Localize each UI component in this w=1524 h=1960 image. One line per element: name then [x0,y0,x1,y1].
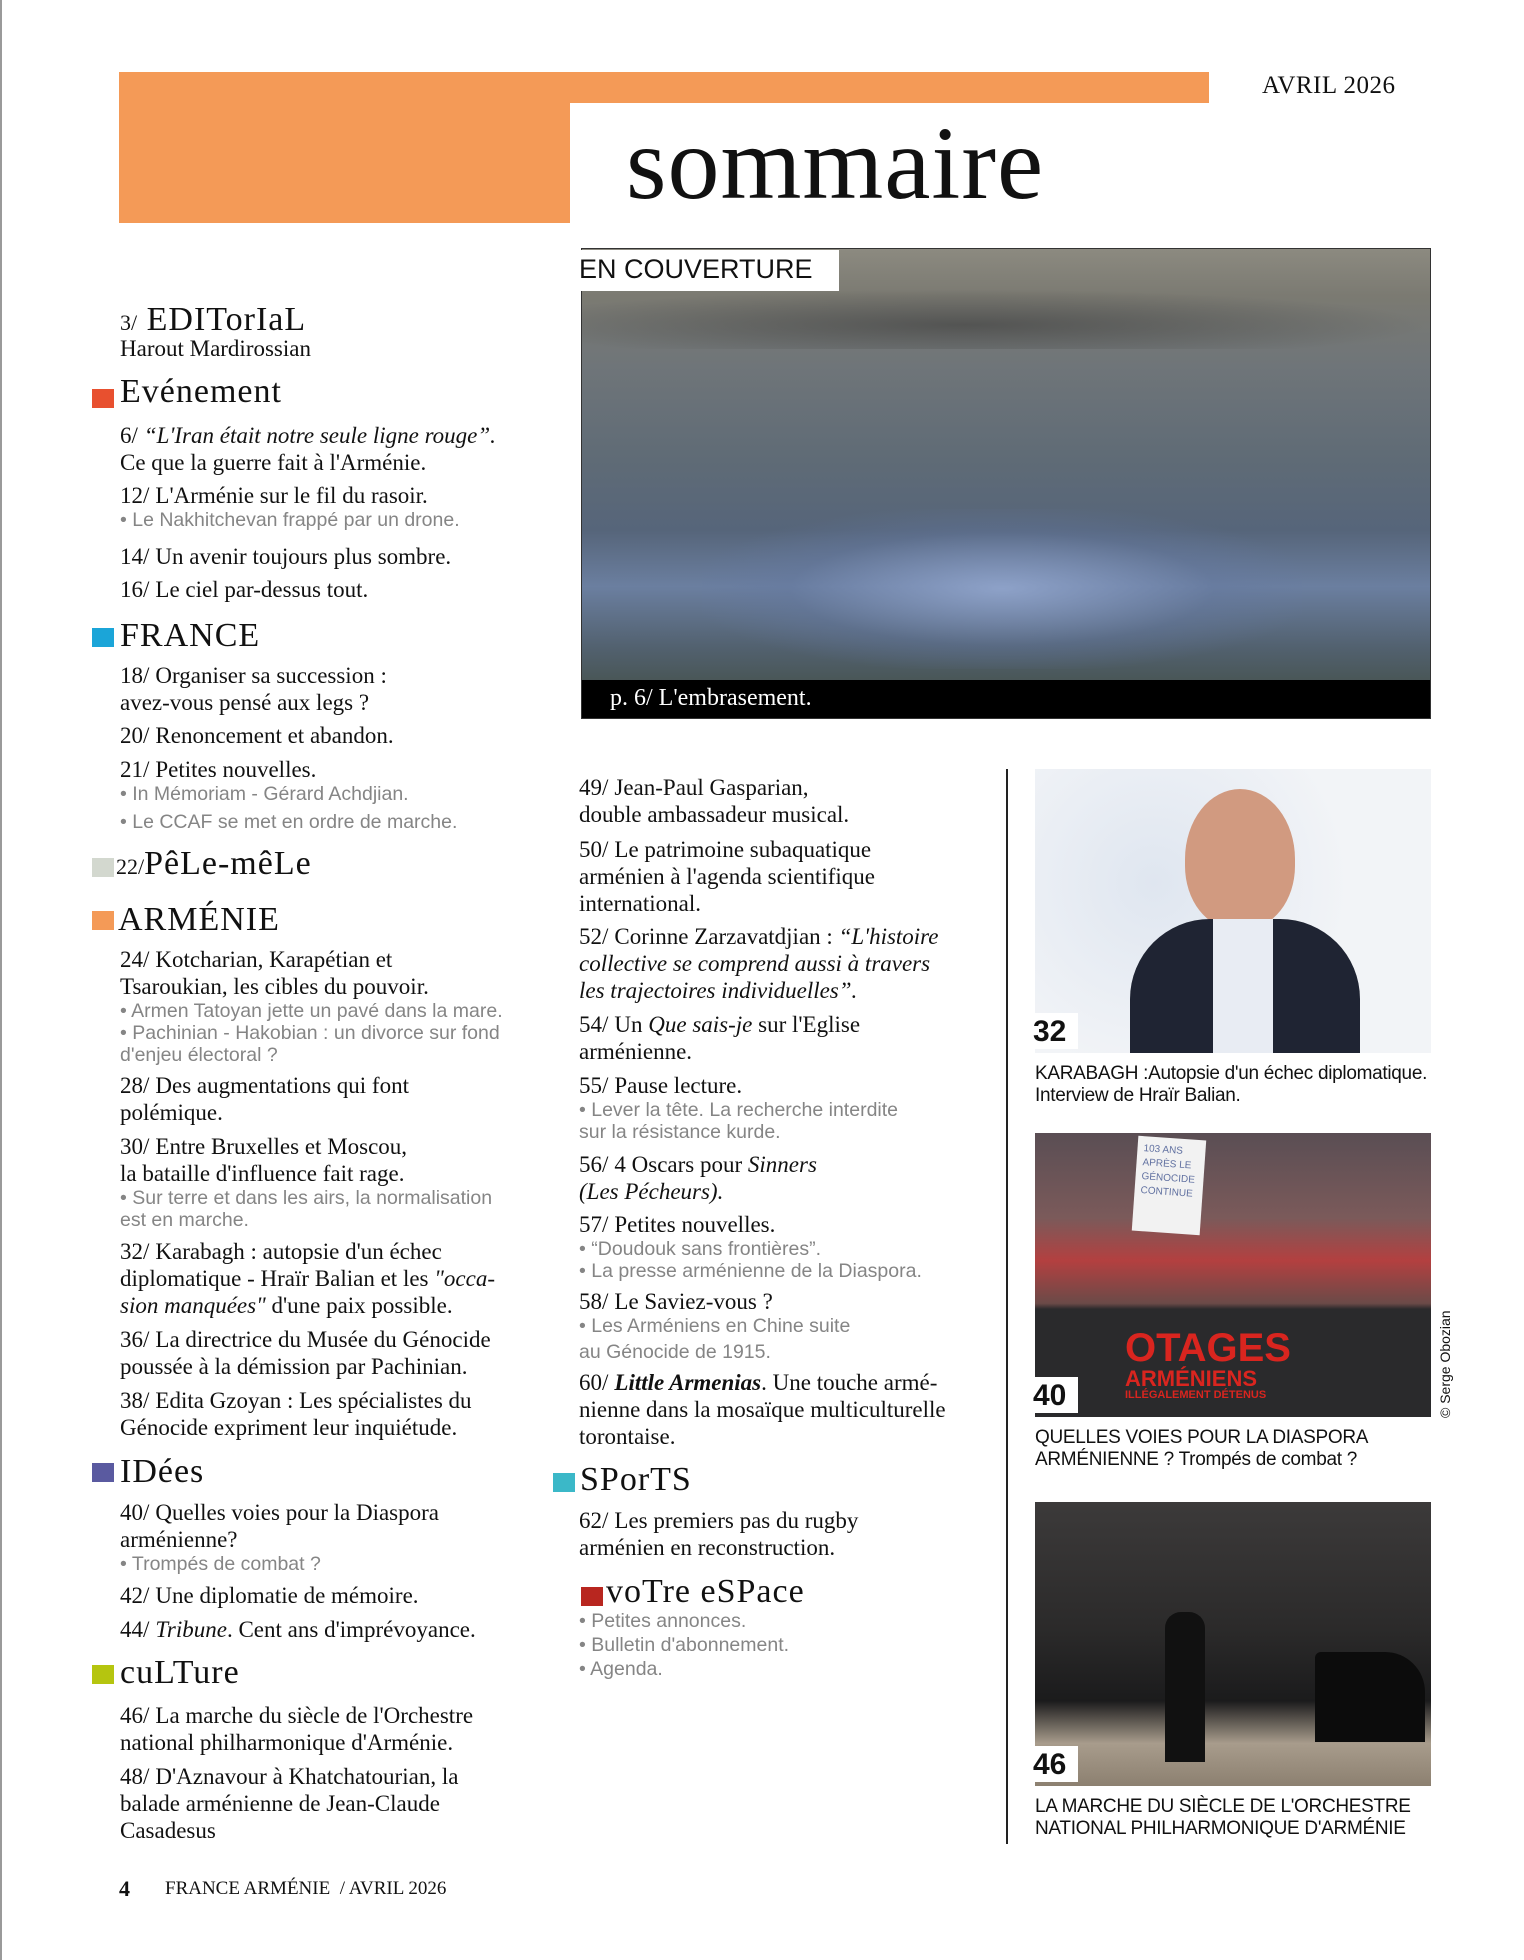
text: D'Aznavour à Khatchatourian, la [155,1764,459,1789]
toc-item[interactable] [579,836,875,917]
toc-item[interactable] [579,1072,898,1143]
toc-item[interactable] [120,1499,439,1575]
text: 12/ [120,483,150,508]
toc-item[interactable] [120,482,460,531]
text: KARABAGH :Autopsie d'un échec diplomatique. [1035,1063,1428,1084]
section-color-square [92,628,114,647]
folio: 4 [119,1876,130,1901]
section-title-idees: IDées [120,1453,205,1490]
text: NATIONAL PHILHARMONIQUE D'ARMÉNIE [1035,1818,1406,1839]
section-title-pele-mele[interactable] [116,846,312,885]
text: 30/ [120,1134,150,1159]
text: • Sur terre et dans les airs, la normalisation [120,1187,493,1209]
text: 20/ [120,723,150,748]
section-title-evenement: Evénement [120,373,282,410]
toc-item[interactable] [120,1387,472,1441]
text: L'Arménie sur le fil du rasoir. [155,483,428,508]
section-color-square [92,858,114,877]
text: Kotcharian, Karapétian et [155,947,393,972]
issue-date: AVRIL 2026 [1262,72,1396,99]
text: Tribune [155,1617,227,1642]
text: • Les Arméniens en Chine suite [579,1315,851,1337]
text: 16/ [120,577,150,602]
text: Un [614,1012,643,1037]
text: • Petites annonces. [579,1610,747,1632]
section-title-france: FRANCE [120,617,261,654]
text: torontaise. [579,1424,676,1449]
text: Petites nouvelles. [155,757,317,782]
caption-46 [1035,1796,1411,1840]
text: Pause lecture. [614,1073,743,1098]
text: arménienne? [120,1527,238,1552]
text: national philharmonique d'Arménie. [120,1730,454,1755]
text: 36/ [120,1327,150,1352]
text: diplomatique - Hraïr Balian et les [120,1266,429,1291]
text: • Agenda. [579,1658,663,1680]
piano [1315,1652,1425,1742]
smoke [582,289,1431,349]
text: arménienne. [579,1039,693,1064]
text: 50/ [579,837,609,862]
toc-item[interactable] [120,662,387,716]
text: "occa- [434,1266,495,1291]
toc-item[interactable] [120,1238,495,1319]
text: sur l'Eglise [758,1012,861,1037]
text: Un avenir toujours plus sombre. [155,544,452,569]
text: 56/ [579,1152,609,1177]
text: • Bulletin d'abonnement. [579,1634,790,1656]
text: QUELLES VOIES POUR LA DIASPORA [1035,1427,1369,1448]
toc-item[interactable] [120,946,503,1066]
text: • Armen Tatoyan jette un pavé dans la mare. [120,1000,503,1022]
toc-item[interactable] [120,1702,473,1756]
text: / AVRIL 2026 [339,1878,447,1899]
text: 57/ [579,1212,609,1237]
text: • Lever la tête. La recherche interdite [579,1099,899,1121]
text: Les premiers pas du rugby [614,1508,859,1533]
text: d'une paix possible. [271,1293,453,1318]
text: ARMÉNIENS [1125,1366,1258,1391]
page-ref-40: 40 [1033,1377,1078,1413]
toc-item[interactable] [120,722,394,749]
portrait-face [1185,789,1295,929]
text: Génocide expriment leur inquiétude. [120,1415,458,1440]
text: 14/ [120,544,150,569]
section-title-culture: cuLTure [120,1654,240,1691]
text: Que sais-je [648,1012,753,1037]
toc-item[interactable] [579,774,849,828]
toc-item[interactable] [579,1151,817,1205]
text: Tsaroukian, les cibles du pouvoir. [120,974,429,999]
toc-item[interactable] [579,923,939,1004]
photo-credit: © Serge Obozian [1437,1310,1453,1418]
toc-item[interactable] [120,576,368,603]
text: LA MARCHE DU SIÈCLE DE L'ORCHESTRE [1035,1796,1411,1817]
text: 46/ [120,1703,150,1728]
text: Ce que la guerre fait à l'Arménie. [120,450,427,475]
page-ref-46: 46 [1033,1746,1078,1782]
toc-item[interactable] [579,1288,850,1363]
text: nienne dans la mosaïque multiculturelle [579,1397,946,1422]
text: Une diplomatie de mémoire. [155,1583,419,1608]
text: ILLÉGALEMENT DÉTENUS [1125,1389,1267,1401]
text: 55/ [579,1073,609,1098]
text: Entre Bruxelles et Moscou, [155,1134,408,1159]
text: • In Mémoriam - Gérard Achdjian. [120,783,409,805]
toc-item[interactable] [120,1133,492,1231]
cover-photo[interactable] [581,248,1431,719]
text: sion manquées" [120,1293,266,1318]
text: 18/ [120,663,150,688]
toc-item[interactable] [579,1369,946,1450]
text: Organiser sa succession : [155,663,387,688]
section-color-square [92,1463,114,1482]
column-divider [1006,769,1008,1844]
text: La marche du siècle de l'Orchestre [155,1703,474,1728]
text: collective se comprend aussi à travers [579,951,931,976]
text: la bataille d'influence fait rage. [120,1161,405,1186]
text: 21/ [120,757,150,782]
text: Le Saviez-vous ? [614,1289,773,1314]
text: . Cent ans d'imprévoyance. [226,1617,476,1642]
text: balade arménienne de Jean-Claude [120,1791,440,1816]
text: les trajectoires individuelles”. [579,978,858,1003]
text: • “Doudouk sans frontières”. [579,1238,822,1260]
banner-text [1125,1328,1291,1401]
text: • Trompés de combat ? [120,1553,321,1575]
text: Little Armenias [614,1370,762,1395]
text: 24/ [120,947,150,972]
section-title: EDITorIaL [146,301,307,338]
protest-sign: 103 ANS APRÈS LE GÉNOCIDE CONTINUE [1132,1136,1206,1236]
section-title-armenie: ARMÉNIE [118,901,280,938]
footer-magazine [165,1878,446,1900]
text: Quelles voies pour la Diaspora [155,1500,439,1525]
text: 62/ [579,1508,609,1533]
toc-item[interactable] [120,543,451,570]
text: 48/ [120,1764,150,1789]
page-ref-32: 32 [1033,1013,1078,1049]
text: 49/ [579,775,609,800]
portrait-shirt [1213,919,1273,1053]
text: . Une touche armé- [761,1370,938,1395]
text: Interview de Hraïr Balian. [1035,1085,1241,1106]
cover-caption: p. 6/ L'embrasement. [582,680,1430,718]
toc-item[interactable] [120,1582,419,1609]
text: 44/ [120,1617,150,1642]
text: arménien en reconstruction. [579,1535,836,1560]
text: Le patrimoine subaquatique [614,837,872,862]
section-color-square [553,1473,575,1492]
text: 6/ [120,423,138,448]
toc-item[interactable] [120,422,496,476]
text: Petites nouvelles. [614,1212,776,1237]
text: 52/ [579,924,609,949]
header-orange-block [119,72,570,223]
text: 42/ [120,1583,150,1608]
text: Edita Gzoyan : Les spécialistes du [155,1388,472,1413]
toc-item[interactable] [120,1326,491,1380]
text: sur la résistance kurde. [579,1121,781,1143]
section-color-square [92,1665,114,1684]
caption-32 [1035,1063,1427,1107]
text: Renoncement et abandon. [155,723,394,748]
toc-item[interactable] [579,1211,922,1282]
text: Karabagh : autopsie d'un échec [155,1239,442,1264]
text: polémique. [120,1100,223,1125]
toc-item[interactable] [579,1011,860,1065]
toc-item[interactable] [579,1610,789,1680]
text: OTAGES [1125,1326,1291,1370]
toc-item[interactable] [579,1507,858,1561]
text: Casadesus [120,1818,216,1843]
text: 58/ [579,1289,609,1314]
text: international. [579,891,701,916]
text: poussée à la démission par Pachinian. [120,1354,468,1379]
text: • Le Nakhitchevan frappé par un drone. [120,509,460,531]
text: PêLe-mêLe [144,845,312,882]
text: 32/ [120,1239,150,1264]
toc-item[interactable] [120,1616,476,1643]
conductor [1165,1612,1205,1762]
section-color-square [92,911,114,930]
photo-balian[interactable] [1035,769,1431,1053]
text: 22/ [116,854,145,879]
text: La directrice du Musée du Génocide [155,1327,491,1352]
text: avez-vous pensé aux legs ? [120,690,370,715]
text: Corinne Zarzavatdjian : [614,924,833,949]
text: “L'histoire [838,924,939,949]
text: arménien à l'agenda scientifique [579,864,875,889]
text: au Génocide de 1915. [579,1341,771,1363]
section-title-sports: SPorTS [580,1461,692,1498]
text: “L'Iran était notre seule ligne rouge”. [143,423,496,448]
text: ARMÉNIENNE ? Trompés de combat ? [1035,1449,1357,1470]
text: • Pachinian - Hakobian : un divorce sur fond [120,1022,500,1044]
text: FRANCE ARMÉNIE [165,1878,331,1899]
text: 4 Oscars pour [614,1152,743,1177]
text: Le ciel par-dessus tout. [155,577,369,602]
text: (Les Pécheurs). [579,1179,724,1204]
smoke-cloud [702,509,1302,669]
text: • Le CCAF se met en ordre de marche. [120,811,458,833]
section-color-square [92,389,114,408]
text: Sinners [747,1152,817,1177]
author: Harout Mardirossian [120,336,311,361]
text: 40/ [120,1500,150,1525]
text: d'enjeu électoral ? [120,1044,278,1066]
text: • La presse arménienne de la Diaspora. [579,1260,922,1282]
cover-label: EN COUVERTURE [579,250,839,291]
page-edge [0,0,2,1960]
text: 60/ [579,1370,609,1395]
text: Jean-Paul Gasparian, [614,775,809,800]
section-title-votre-espace: voTre eSPace [606,1573,805,1610]
text: est en marche. [120,1209,249,1231]
text: 28/ [120,1073,150,1098]
text: 38/ [120,1388,150,1413]
caption-40 [1035,1427,1368,1471]
toc-item[interactable] [120,1072,409,1126]
text: Des augmentations qui font [155,1073,409,1098]
toc-item[interactable] [120,1763,458,1844]
section-color-square [581,1587,603,1606]
section-editorial[interactable] [120,302,311,362]
photo-orchestra[interactable] [1035,1502,1431,1786]
page-title: sommaire [626,106,1045,221]
toc-item[interactable] [120,756,457,833]
page-number: 3/ [120,310,138,335]
text: double ambassadeur musical. [579,802,850,827]
photo-protest[interactable] [1035,1133,1431,1417]
text: 54/ [579,1012,609,1037]
